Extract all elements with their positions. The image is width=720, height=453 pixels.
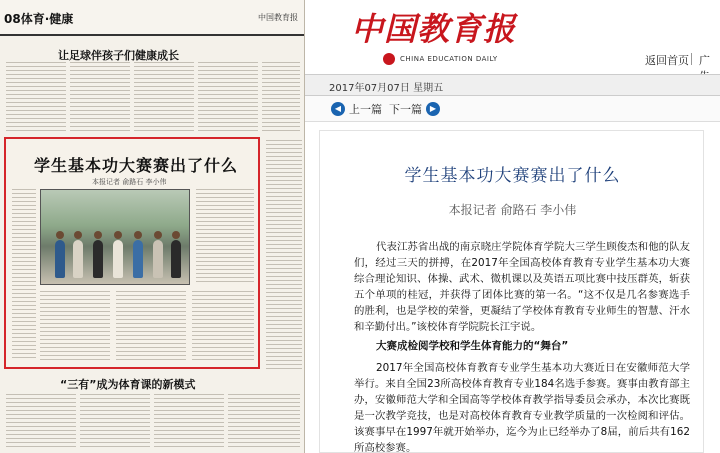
photo-runner-figure [153, 240, 163, 278]
prev-article-button[interactable] [331, 101, 382, 117]
newspaper-text-column [12, 189, 36, 359]
ad-link[interactable]: 广 [699, 54, 710, 67]
newspaper-text-column [134, 62, 194, 132]
article-reader-panel [305, 0, 720, 453]
reader-header [305, 0, 720, 74]
newspaper-text-column [192, 291, 254, 363]
article-author: 本报记者 俞路石 李小伟 [448, 203, 577, 217]
newspaper-page-scan [0, 0, 305, 453]
next-article-button[interactable] [389, 101, 440, 117]
newspaper-text-column [154, 394, 224, 450]
newspaper-text-column [196, 189, 254, 285]
prev-article-label: 上一篇 [349, 103, 382, 116]
newspaper-text-column [70, 62, 130, 132]
article-paragraph: 代表江苏省出战的南京晓庄学院体育学院大三学生顾俊杰和他的队友们，经过三天的拼搏，在2017年全国高校体育教育专业学生基本功大赛综合理论知识、体操、武术、微机课以及英语五项比赛中技压群英，斩获五个单项的桂冠，并获得了团体比赛的第一名。“这不仅是几名参赛选手的胜利，也是学校的荣誉，更凝结了学校体育教育专业师生的智慧、汗水和辛勤付出。”该校体育学院院长江宇说。 [354, 241, 690, 333]
newspaper-bottom-article-title[interactable]: “三有”成为体育课的新模式 [60, 378, 196, 391]
newspaper-top-article-title[interactable]: 让足球伴孩子们健康成长 [58, 49, 179, 62]
article-title: 学生基本功大赛赛出了什么 [404, 166, 621, 186]
newspaper-article-photo [40, 189, 190, 285]
article-nav-bar [305, 96, 720, 122]
newspaper-page-label: 08体育·健康 [4, 12, 74, 26]
newspaper-page-header [0, 0, 304, 36]
next-article-label: 下一篇 [389, 103, 422, 116]
newspaper-highlighted-article[interactable] [4, 137, 260, 369]
arrow-right-icon: ▶ [426, 102, 440, 116]
newspaper-text-column [198, 62, 258, 132]
site-logo[interactable]: 中国教育报 [351, 10, 517, 48]
newspaper-highlight-byline: 本报记者 俞路石 李小伟 [92, 178, 167, 186]
newspaper-text-column [40, 291, 110, 363]
photo-runner-figure [133, 240, 143, 278]
newspaper-masthead-mini: 中国教育报 [258, 13, 298, 22]
newspaper-highlight-title: 学生基本功大赛赛出了什么 [34, 156, 239, 175]
home-link[interactable]: 返回首页 [645, 54, 689, 67]
newspaper-text-column [80, 394, 150, 450]
photo-runner-figure [113, 240, 123, 278]
issue-date: 2017年07月07日 星期五 [329, 83, 444, 94]
date-bar [305, 74, 720, 96]
newspaper-text-column [262, 62, 300, 132]
article-subheading: 大赛成检阅学校和学生体育能力的“舞台” [376, 340, 569, 352]
photo-runner-figure [73, 240, 83, 278]
newspaper-text-column [116, 291, 186, 363]
article-body [319, 130, 704, 453]
arrow-left-icon: ◀ [331, 102, 345, 116]
article-paragraph: 2017年全国高校体育教育专业学生基本功大赛近日在安徽师范大学举行。来自全国23所高校体育教育专业184名选手参赛。赛事由教育部主办，安徽师范大学和全国高等学校体育教学指导委员会承办，本次比赛既是一次教学竞技，也是对高校体育教育专业教学质量的一次检阅和评估。该赛事早在1997年就开始举办，迄今为止已经举办了8届，前后共有162所高校参赛。 [354, 362, 690, 453]
newspaper-text-column [266, 140, 302, 370]
newspaper-text-column [6, 394, 76, 450]
photo-runner-figure [93, 240, 103, 278]
header-divider [691, 53, 692, 65]
photo-runner-figure [55, 240, 65, 278]
newspaper-text-column [228, 394, 300, 450]
photo-runner-figure [171, 240, 181, 278]
site-logo-subtitle [383, 53, 498, 65]
logo-subtitle-text: CHINA EDUCATION DAILY [400, 55, 498, 63]
logo-emblem-icon [383, 53, 395, 65]
newspaper-text-column [6, 62, 66, 132]
